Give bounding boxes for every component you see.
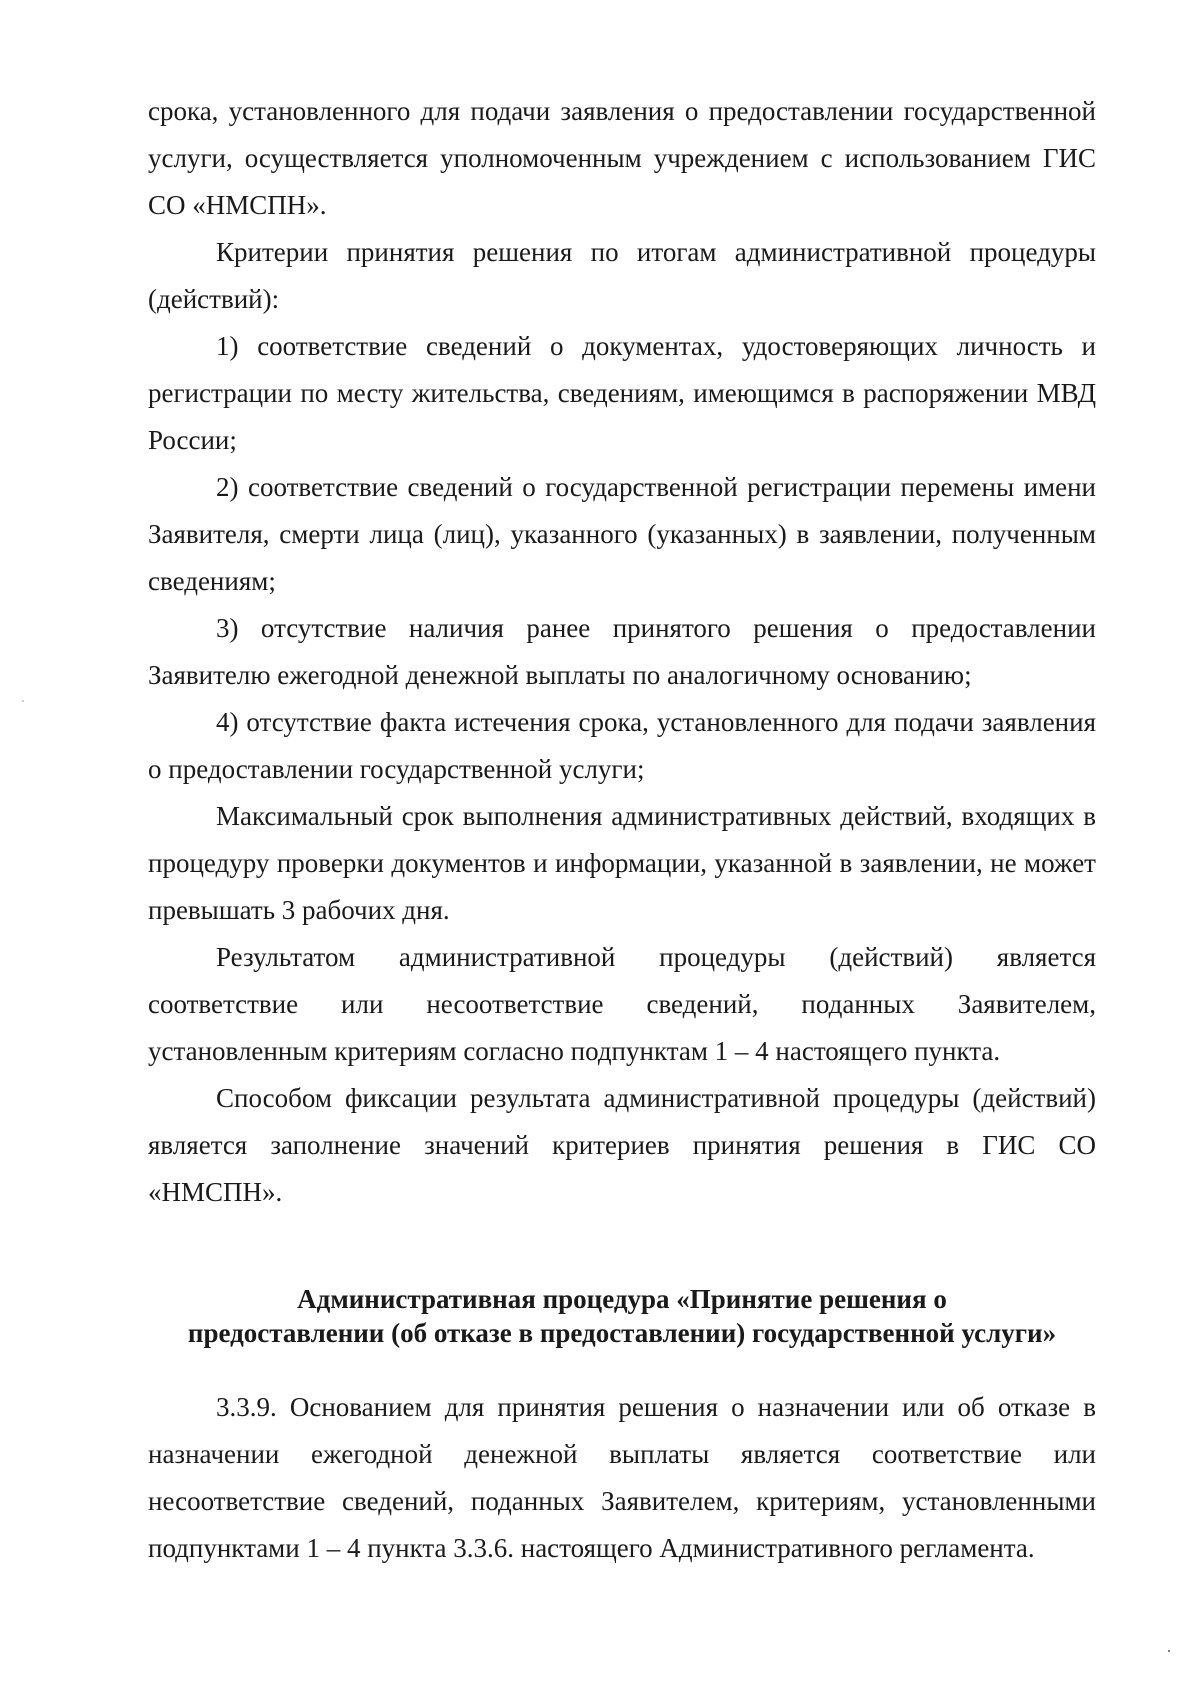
paragraph-result: Результатом административной процедуры (действий) является соответствие или несоответствие сведений, поданных Заявителем, установленным критериям согласно подпунктам 1 – 4 настоящего пункта. <box>148 942 1096 1066</box>
paragraph-criterion-3: 3) отсутствие наличия ранее принятого решения о предоставлении Заявителю ежегодной денежной выплаты по аналогичному основанию; <box>148 613 1096 690</box>
paragraph-criterion-4: 4) отсутствие факта истечения срока, установленного для подачи заявления о предоставлении государственной услуги; <box>148 707 1096 784</box>
paragraph-3-3-9: 3.3.9. Основанием для принятия решения о назначении или об отказе в назначении ежегодной денежной выплаты является соответствие или несоответствие сведений, поданных Заявителем, критериям, установленными подпунктами 1 – 4 пункта 3.3.6. настоящего Административного регламента. <box>148 1392 1096 1563</box>
section-heading <box>148 1282 1096 1350</box>
paragraph-criterion-2: 2) соответствие сведений о государственной регистрации перемены имени Заявителя, смерти лица (лиц), указанного (указанных) в заявлении, полученным сведениям; <box>148 472 1096 596</box>
body-text-upper <box>148 88 1096 1216</box>
scan-speck <box>22 700 24 702</box>
paragraph-max-term: Максимальный срок выполнения административных действий, входящих в процедуру проверки документов и информации, указанной в заявлении, не может превышать 3 рабочих дня. <box>148 801 1096 925</box>
body-text-lower <box>148 1384 1096 1572</box>
paragraph-criteria-intro: Критерии принятия решения по итогам административной процедуры (действий): <box>148 237 1096 314</box>
scan-speck <box>1168 1650 1170 1652</box>
section-heading-line-2: предоставлении (об отказе в предоставлении) государственной услуги» <box>187 1318 1057 1348</box>
paragraph-criterion-1: 1) соответствие сведений о документах, удостоверяющих личность и регистрации по месту жительства, сведениям, имеющимся в распоряжении МВД России; <box>148 331 1096 455</box>
section-heading-line-1: Административная процедура «Принятие решения о <box>297 1284 947 1314</box>
paragraph-fixation: Способом фиксации результата административной процедуры (действий) является заполнение значений критериев принятия решения в ГИС СО «НМСПН». <box>148 1083 1096 1207</box>
paragraph-continuation: срока, установленного для подачи заявления о предоставлении государственной услуги, осуществляется уполномоченным учреждением с использованием ГИС СО «НМСПН». <box>148 96 1096 220</box>
